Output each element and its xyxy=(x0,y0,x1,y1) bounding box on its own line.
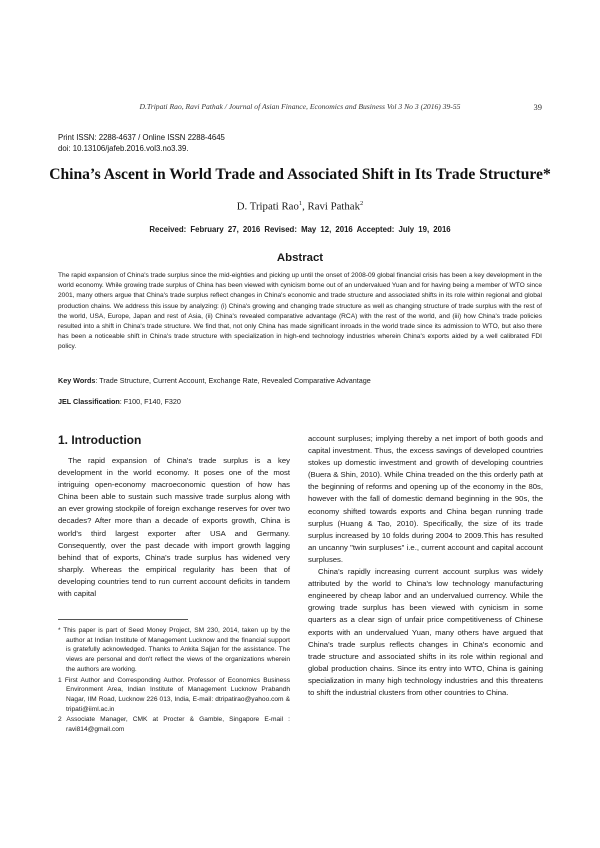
footnotes xyxy=(58,626,290,736)
issn-block xyxy=(58,132,225,154)
page-number: 39 xyxy=(533,102,542,112)
keywords xyxy=(58,376,542,385)
author-separator: , xyxy=(302,200,308,213)
intro-paragraph-1-continued: account surpluses; implying thereby a net import of both goods and capital investment. Thus, the excess savings of developed countries stokes up domestic investment and growth of developing countries (Buera & Shin, 2010). While China treaded on the this orderly path at the beginning of reforms and opening up of the economy in the 80s, however with the fall of domestic demand beginning in the 90s, the economy shifted towards exports and China began running trade surplus (Huang & Tao, 2010). Specifically, the size of its trade surplus increased by 10 folds during 2004 to 2009.This has resulted an uncanny "twin surpluses" i.e., current account and capital account surpluses. xyxy=(308,434,543,564)
footnote-1: 1 First Author and Corresponding Author. Professor of Economics Business Environment Area, Indian Institute of Management Lucknow Prabandh Nagar, IIM Road, Lucknow 226 013, India, E-mail: dtripatirao@yahoo.com & tripati@iiml.ac.in xyxy=(58,676,290,713)
footnote-star: * This paper is part of Seed Money Project, SM 230, 2014, taken up by the author at Indian Institute of Management Lucknow and the financial support is gratefully acknowledged. Thanks to Ankita Sajjan for the assistance. The views are personal and don't reflect the views of the organizations wherein the authors are working. xyxy=(58,627,290,673)
intro-paragraph-1: The rapid expansion of China's trade surplus is a key development in the world economy. It poses one of the most intriguing open-economy macroeconomic question of how has China been able to sustain such massive trade surplus along with an ever growing stockpile of foreign exchange reserves for over two decades? After more than a decade of exports growth, China is world's third largest exporter after USA and Germany. Consequently, over the past decade with import growth lagging behind that of exports, China's trade surplus has widened very sharply. Whereas the empirical regularity has been that of developing countries tend to run current account deficits in tandem with capital xyxy=(58,456,290,599)
section-heading-introduction: 1. Introduction xyxy=(58,433,142,447)
author-1: D. Tripati Rao xyxy=(236,200,299,213)
right-column xyxy=(308,433,543,699)
keywords-text: : Trade Structure, Current Account, Exchange Rate, Revealed Comparative Advantage xyxy=(95,376,371,385)
author-2-affiliation-mark: 2 xyxy=(359,200,364,207)
doi-line: doi: 10.13106/jafeb.2016.vol3.no3.39. xyxy=(58,144,189,153)
abstract-heading: Abstract xyxy=(276,252,324,264)
submission-dates: Received: February 27, 2016 Revised: May 12, 2016 Accepted: July 19, 2016 xyxy=(149,225,451,234)
issn-line: Print ISSN: 2288-4637 / Online ISSN 2288-4645 xyxy=(58,133,225,142)
intro-paragraph-2: China's rapidly increasing current account surplus was widely attributed by the world to China's low technology manufacturing engineered by cheap labor and an undervalued currency. While the growing trade surplus has been viewed with cynicism in some quarters as a clear sign of unfair price competitiveness of Chinese exports with an undervalued Yuan, many others have argued that China's trade surplus reflects changes in China's economic and trade structure and associated shifts in its role within regional and global production chains. Since its entry into WTO, China is gaining specialization in many high technology industries and this threatens to shift the industrial clusters from other countries to China. xyxy=(308,567,543,697)
jel-label: JEL Classification xyxy=(58,397,120,406)
left-column xyxy=(58,433,290,600)
abstract-text: The rapid expansion of China's trade surplus since the mid-eighties and picking up until the onset of 2008-09 global financial crisis has been a key development in the world economy. While growing trade surplus of China has been viewed with cynicism borne out of an undervalued Yuan and for having being a member of WTO since 2001, many others argue that China's trade surplus reflect changes in China's economic and trade structure and associated shifts in its role within regional and global production chains. We address this issue by analyzing: (i) China's growing and changing trade structure as well as changing structure of trade surplus with the rest of the world, USA, Europe, Japan and rest of Asia, (ii) China's revealed comparative advantage (RCA) with the rest of the world, and (iii) how China's trade policies resulted into a shift in China's trade structure. We find that, not only China has made significant inroads in the world trade since its admission to WTO, but also there has been a noticeable shift in China's trade structure with specialization in high-end technology industries wherein China's exports aided by a well calibrated FDI policy. xyxy=(58,272,542,351)
author-line xyxy=(40,200,560,213)
jel-text: : F100, F140, F320 xyxy=(119,397,181,406)
footnote-2: 2 Associate Manager, CMK at Procter & Gamble, Singapore E-mail : ravi814@gmail.com xyxy=(58,716,290,734)
author-1-affiliation-mark: 1 xyxy=(298,200,303,207)
footnote-rule xyxy=(58,619,188,620)
running-head-text: D.Tripati Rao, Ravi Pathak / Journal of Asian Finance, Economics and Business Vol 3 No 3 (2016) 39-55 xyxy=(139,102,461,111)
paper-title: China’s Ascent in World Trade and Associated Shift in Its Trade Structure* xyxy=(49,166,551,183)
author-2: Ravi Pathak xyxy=(307,200,360,213)
running-header xyxy=(58,102,542,116)
jel-classification xyxy=(58,397,542,406)
keywords-label: Key Words xyxy=(58,376,96,385)
